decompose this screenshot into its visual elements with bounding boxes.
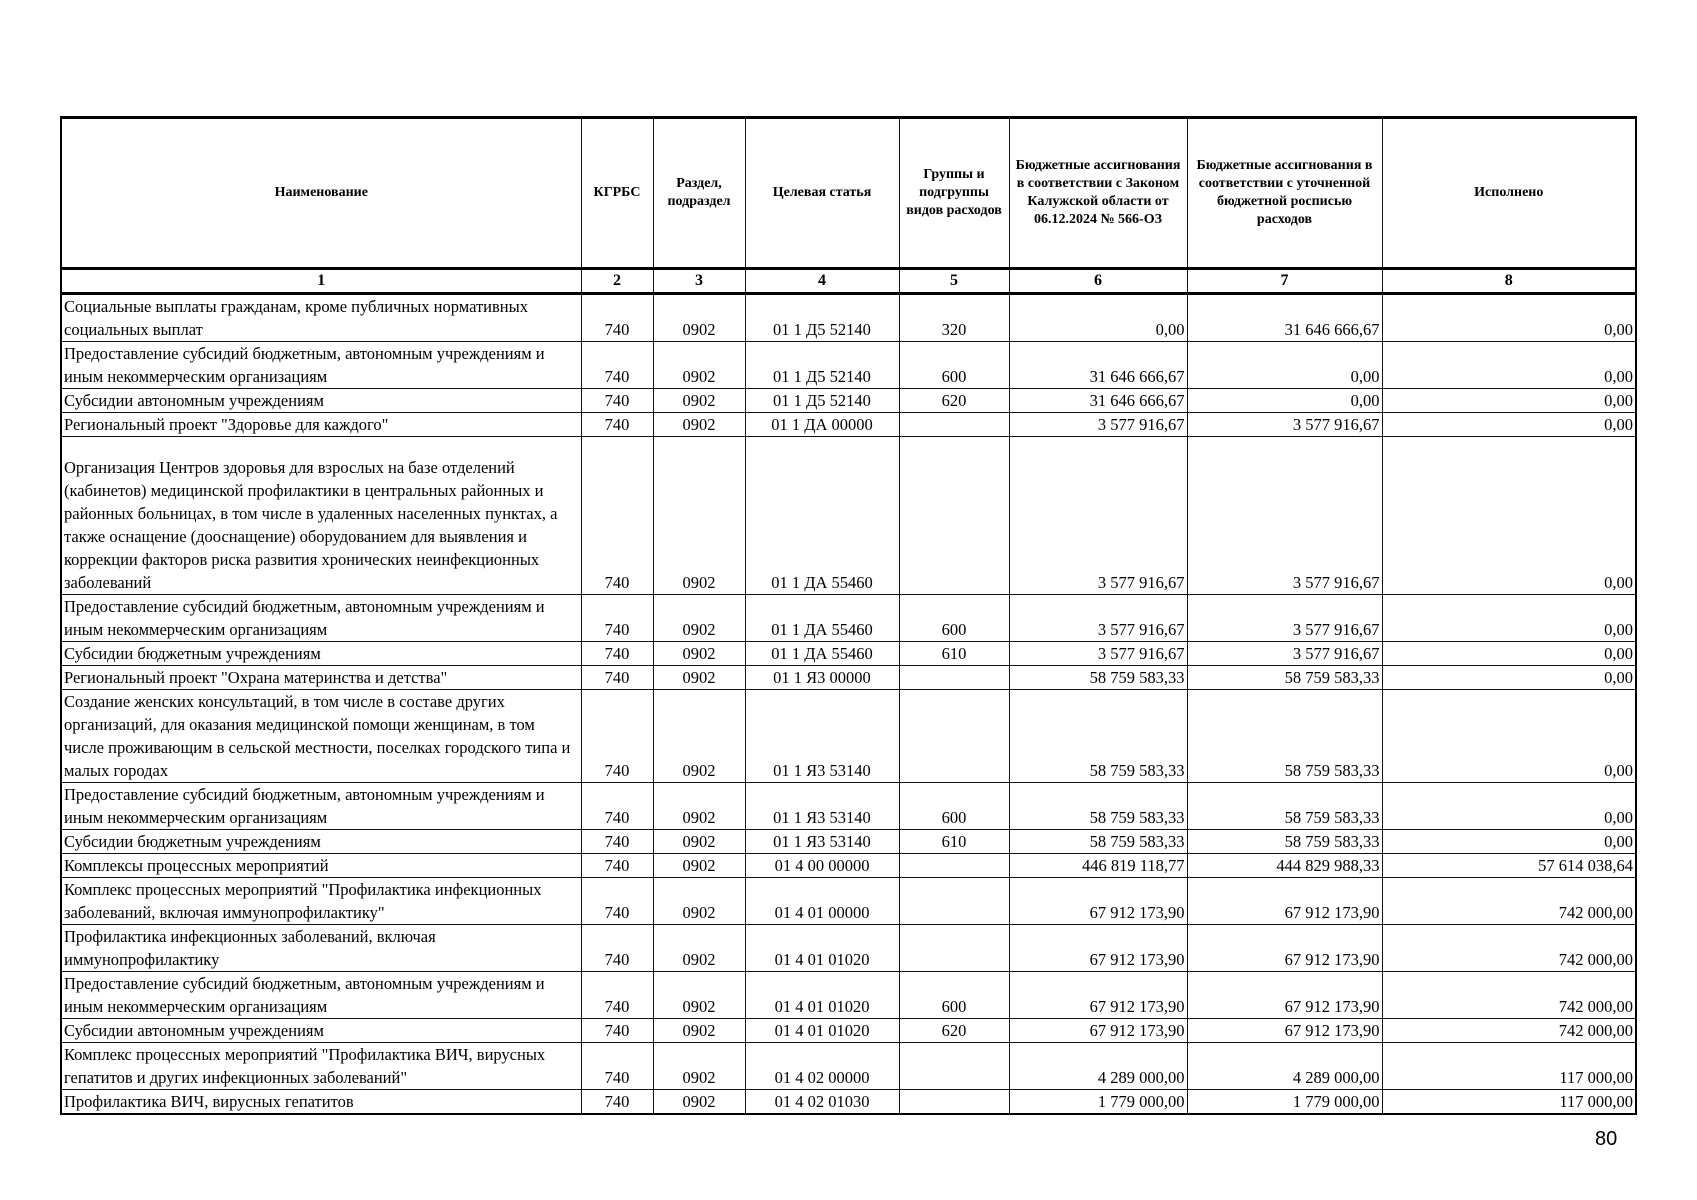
column-number: 8 — [1382, 269, 1636, 294]
row-kgrbs: 740 — [581, 854, 653, 878]
row-law-allocation: 0,00 — [1009, 294, 1187, 342]
row-law-allocation: 58 759 583,33 — [1009, 830, 1187, 854]
row-target-article: 01 4 00 00000 — [745, 854, 899, 878]
row-razdel: 0902 — [653, 294, 745, 342]
row-expense-group: 320 — [899, 294, 1009, 342]
row-law-allocation: 446 819 118,77 — [1009, 854, 1187, 878]
row-target-article: 01 1 Д5 52140 — [745, 342, 899, 389]
header-razdel: Раздел, подраздел — [653, 118, 745, 269]
row-kgrbs: 740 — [581, 413, 653, 437]
row-law-allocation: 67 912 173,90 — [1009, 972, 1187, 1019]
row-name: Субсидии автономным учреждениям — [61, 389, 581, 413]
row-kgrbs: 740 — [581, 437, 653, 595]
table-row — [61, 854, 1636, 878]
row-executed: 0,00 — [1382, 830, 1636, 854]
header-executed: Исполнено — [1382, 118, 1636, 269]
row-razdel: 0902 — [653, 642, 745, 666]
row-executed: 0,00 — [1382, 342, 1636, 389]
row-target-article: 01 1 ДА 55460 — [745, 595, 899, 642]
row-name: Предоставление субсидий бюджетным, автономным учреждениям и иным некоммерческим организациям — [61, 595, 581, 642]
row-expense-group — [899, 690, 1009, 783]
header-target-article: Целевая статья — [745, 118, 899, 269]
row-razdel: 0902 — [653, 925, 745, 972]
row-name: Предоставление субсидий бюджетным, автономным учреждениям и иным некоммерческим организациям — [61, 972, 581, 1019]
table-row — [61, 972, 1636, 1019]
column-number: 3 — [653, 269, 745, 294]
row-expense-group: 600 — [899, 595, 1009, 642]
table-row — [61, 437, 1636, 595]
row-razdel: 0902 — [653, 878, 745, 925]
budget-table — [60, 116, 1637, 1115]
row-executed: 57 614 038,64 — [1382, 854, 1636, 878]
column-number: 7 — [1187, 269, 1382, 294]
table-row — [61, 1043, 1636, 1090]
row-razdel: 0902 — [653, 1090, 745, 1115]
row-kgrbs: 740 — [581, 783, 653, 830]
row-executed: 742 000,00 — [1382, 972, 1636, 1019]
row-name: Предоставление субсидий бюджетным, автономным учреждениям и иным некоммерческим организациям — [61, 342, 581, 389]
row-kgrbs: 740 — [581, 642, 653, 666]
table-row — [61, 666, 1636, 690]
table-row — [61, 1019, 1636, 1043]
row-razdel: 0902 — [653, 830, 745, 854]
row-expense-group: 620 — [899, 389, 1009, 413]
row-kgrbs: 740 — [581, 389, 653, 413]
row-expense-group: 620 — [899, 1019, 1009, 1043]
header-refined-allocation: Бюджетные ассигнования в соответствии с уточненной бюджетной росписью расходов — [1187, 118, 1382, 269]
row-target-article: 01 1 ДА 55460 — [745, 437, 899, 595]
row-name: Социальные выплаты гражданам, кроме публичных нормативных социальных выплат — [61, 294, 581, 342]
row-executed: 0,00 — [1382, 437, 1636, 595]
row-expense-group — [899, 666, 1009, 690]
row-executed: 0,00 — [1382, 690, 1636, 783]
row-razdel: 0902 — [653, 1043, 745, 1090]
row-executed: 742 000,00 — [1382, 878, 1636, 925]
table-row — [61, 342, 1636, 389]
row-name: Профилактика ВИЧ, вирусных гепатитов — [61, 1090, 581, 1115]
row-law-allocation: 3 577 916,67 — [1009, 642, 1187, 666]
row-name: Региональный проект "Охрана материнства и детства" — [61, 666, 581, 690]
row-law-allocation: 1 779 000,00 — [1009, 1090, 1187, 1115]
row-target-article: 01 1 Я3 53140 — [745, 690, 899, 783]
row-law-allocation: 3 577 916,67 — [1009, 413, 1187, 437]
row-refined-allocation: 4 289 000,00 — [1187, 1043, 1382, 1090]
row-kgrbs: 740 — [581, 1043, 653, 1090]
row-refined-allocation: 31 646 666,67 — [1187, 294, 1382, 342]
row-law-allocation: 58 759 583,33 — [1009, 666, 1187, 690]
row-executed: 0,00 — [1382, 389, 1636, 413]
row-razdel: 0902 — [653, 389, 745, 413]
column-number-row — [61, 269, 1636, 294]
row-name: Комплексы процессных мероприятий — [61, 854, 581, 878]
table-row — [61, 642, 1636, 666]
row-expense-group — [899, 878, 1009, 925]
row-kgrbs: 740 — [581, 878, 653, 925]
row-expense-group: 610 — [899, 830, 1009, 854]
row-refined-allocation: 0,00 — [1187, 389, 1382, 413]
row-expense-group: 600 — [899, 342, 1009, 389]
column-number: 1 — [61, 269, 581, 294]
row-executed: 0,00 — [1382, 783, 1636, 830]
row-kgrbs: 740 — [581, 830, 653, 854]
row-expense-group — [899, 925, 1009, 972]
row-refined-allocation: 58 759 583,33 — [1187, 830, 1382, 854]
row-target-article: 01 1 Д5 52140 — [745, 389, 899, 413]
row-law-allocation: 3 577 916,67 — [1009, 595, 1187, 642]
row-law-allocation: 4 289 000,00 — [1009, 1043, 1187, 1090]
column-number: 4 — [745, 269, 899, 294]
row-executed: 117 000,00 — [1382, 1090, 1636, 1115]
row-expense-group: 600 — [899, 783, 1009, 830]
row-target-article: 01 1 Я3 00000 — [745, 666, 899, 690]
row-razdel: 0902 — [653, 783, 745, 830]
row-refined-allocation: 67 912 173,90 — [1187, 972, 1382, 1019]
row-refined-allocation: 67 912 173,90 — [1187, 1019, 1382, 1043]
row-kgrbs: 740 — [581, 342, 653, 389]
row-executed: 117 000,00 — [1382, 1043, 1636, 1090]
table-row — [61, 925, 1636, 972]
row-target-article: 01 1 Д5 52140 — [745, 294, 899, 342]
row-law-allocation: 31 646 666,67 — [1009, 389, 1187, 413]
row-kgrbs: 740 — [581, 1019, 653, 1043]
row-razdel: 0902 — [653, 595, 745, 642]
row-law-allocation: 67 912 173,90 — [1009, 878, 1187, 925]
row-executed: 742 000,00 — [1382, 1019, 1636, 1043]
row-name: Профилактика инфекционных заболеваний, включая иммунопрофилактику — [61, 925, 581, 972]
row-razdel: 0902 — [653, 690, 745, 783]
row-name: Комплекс процессных мероприятий "Профилактика инфекционных заболеваний, включая иммунопрофилактику" — [61, 878, 581, 925]
row-executed: 0,00 — [1382, 595, 1636, 642]
column-number: 2 — [581, 269, 653, 294]
row-refined-allocation: 0,00 — [1187, 342, 1382, 389]
row-target-article: 01 4 02 01030 — [745, 1090, 899, 1115]
budget-table-container — [60, 116, 1635, 1115]
row-razdel: 0902 — [653, 854, 745, 878]
row-target-article: 01 4 01 01020 — [745, 1019, 899, 1043]
row-expense-group — [899, 1043, 1009, 1090]
row-expense-group: 610 — [899, 642, 1009, 666]
row-name: Региональный проект "Здоровье для каждого" — [61, 413, 581, 437]
row-kgrbs: 740 — [581, 925, 653, 972]
row-razdel: 0902 — [653, 413, 745, 437]
row-name: Субсидии бюджетным учреждениям — [61, 642, 581, 666]
row-kgrbs: 740 — [581, 595, 653, 642]
row-razdel: 0902 — [653, 972, 745, 1019]
row-refined-allocation: 3 577 916,67 — [1187, 642, 1382, 666]
row-expense-group — [899, 413, 1009, 437]
row-expense-group — [899, 854, 1009, 878]
row-target-article: 01 4 01 01020 — [745, 925, 899, 972]
row-refined-allocation: 67 912 173,90 — [1187, 925, 1382, 972]
header-name: Наименование — [61, 118, 581, 269]
row-target-article: 01 4 02 00000 — [745, 1043, 899, 1090]
table-row — [61, 389, 1636, 413]
row-executed: 0,00 — [1382, 413, 1636, 437]
row-refined-allocation: 3 577 916,67 — [1187, 595, 1382, 642]
row-executed: 0,00 — [1382, 642, 1636, 666]
row-expense-group — [899, 437, 1009, 595]
header-expense-group: Группы и подгруппы видов расходов — [899, 118, 1009, 269]
row-refined-allocation: 3 577 916,67 — [1187, 437, 1382, 595]
row-refined-allocation: 1 779 000,00 — [1187, 1090, 1382, 1115]
column-number: 6 — [1009, 269, 1187, 294]
table-row — [61, 878, 1636, 925]
row-refined-allocation: 67 912 173,90 — [1187, 878, 1382, 925]
row-expense-group — [899, 1090, 1009, 1115]
row-target-article: 01 4 01 00000 — [745, 878, 899, 925]
row-razdel: 0902 — [653, 437, 745, 595]
row-executed: 742 000,00 — [1382, 925, 1636, 972]
table-row — [61, 595, 1636, 642]
row-refined-allocation: 3 577 916,67 — [1187, 413, 1382, 437]
table-row — [61, 830, 1636, 854]
row-kgrbs: 740 — [581, 690, 653, 783]
row-law-allocation: 67 912 173,90 — [1009, 1019, 1187, 1043]
row-target-article: 01 1 ДА 00000 — [745, 413, 899, 437]
page-number: 80 — [1595, 1128, 1618, 1150]
row-name: Создание женских консультаций, в том числе в составе других организаций, для оказания медицинской помощи женщинам, в том числе проживающим в сельской местности, поселках городского типа и малых городах — [61, 690, 581, 783]
column-number: 5 — [899, 269, 1009, 294]
row-razdel: 0902 — [653, 342, 745, 389]
row-refined-allocation: 58 759 583,33 — [1187, 690, 1382, 783]
row-name: Субсидии бюджетным учреждениям — [61, 830, 581, 854]
table-header-row — [61, 118, 1636, 269]
row-law-allocation: 31 646 666,67 — [1009, 342, 1187, 389]
row-expense-group: 600 — [899, 972, 1009, 1019]
row-name: Комплекс процессных мероприятий "Профилактика ВИЧ, вирусных гепатитов и других инфекционных заболеваний" — [61, 1043, 581, 1090]
table-row — [61, 413, 1636, 437]
row-kgrbs: 740 — [581, 294, 653, 342]
row-executed: 0,00 — [1382, 294, 1636, 342]
row-kgrbs: 740 — [581, 972, 653, 1019]
row-razdel: 0902 — [653, 1019, 745, 1043]
row-target-article: 01 4 01 01020 — [745, 972, 899, 1019]
row-razdel: 0902 — [653, 666, 745, 690]
row-law-allocation: 3 577 916,67 — [1009, 437, 1187, 595]
header-law-allocation: Бюджетные ассигнования в соответствии с Законом Калужской области от 06.12.2024 № 566-ОЗ — [1009, 118, 1187, 269]
table-row — [61, 783, 1636, 830]
row-kgrbs: 740 — [581, 666, 653, 690]
row-name: Предоставление субсидий бюджетным, автономным учреждениям и иным некоммерческим организациям — [61, 783, 581, 830]
table-row — [61, 294, 1636, 342]
table-row — [61, 1090, 1636, 1115]
row-refined-allocation: 58 759 583,33 — [1187, 666, 1382, 690]
row-law-allocation: 67 912 173,90 — [1009, 925, 1187, 972]
row-target-article: 01 1 Я3 53140 — [745, 783, 899, 830]
row-refined-allocation: 444 829 988,33 — [1187, 854, 1382, 878]
row-name: Организация Центров здоровья для взрослых на базе отделений (кабинетов) медицинской профилактики в центральных районных и районных больницах, в том числе в удаленных населенных пунктах, а также оснащение (дооснащение) оборудованием для выявления и коррекции факторов риска развития хронических неинфекционных заболеваний — [61, 437, 581, 595]
row-law-allocation: 58 759 583,33 — [1009, 690, 1187, 783]
row-name: Субсидии автономным учреждениям — [61, 1019, 581, 1043]
row-kgrbs: 740 — [581, 1090, 653, 1115]
row-law-allocation: 58 759 583,33 — [1009, 783, 1187, 830]
row-refined-allocation: 58 759 583,33 — [1187, 783, 1382, 830]
row-target-article: 01 1 Я3 53140 — [745, 830, 899, 854]
header-kgrbs: КГРБС — [581, 118, 653, 269]
table-row — [61, 690, 1636, 783]
row-executed: 0,00 — [1382, 666, 1636, 690]
row-target-article: 01 1 ДА 55460 — [745, 642, 899, 666]
